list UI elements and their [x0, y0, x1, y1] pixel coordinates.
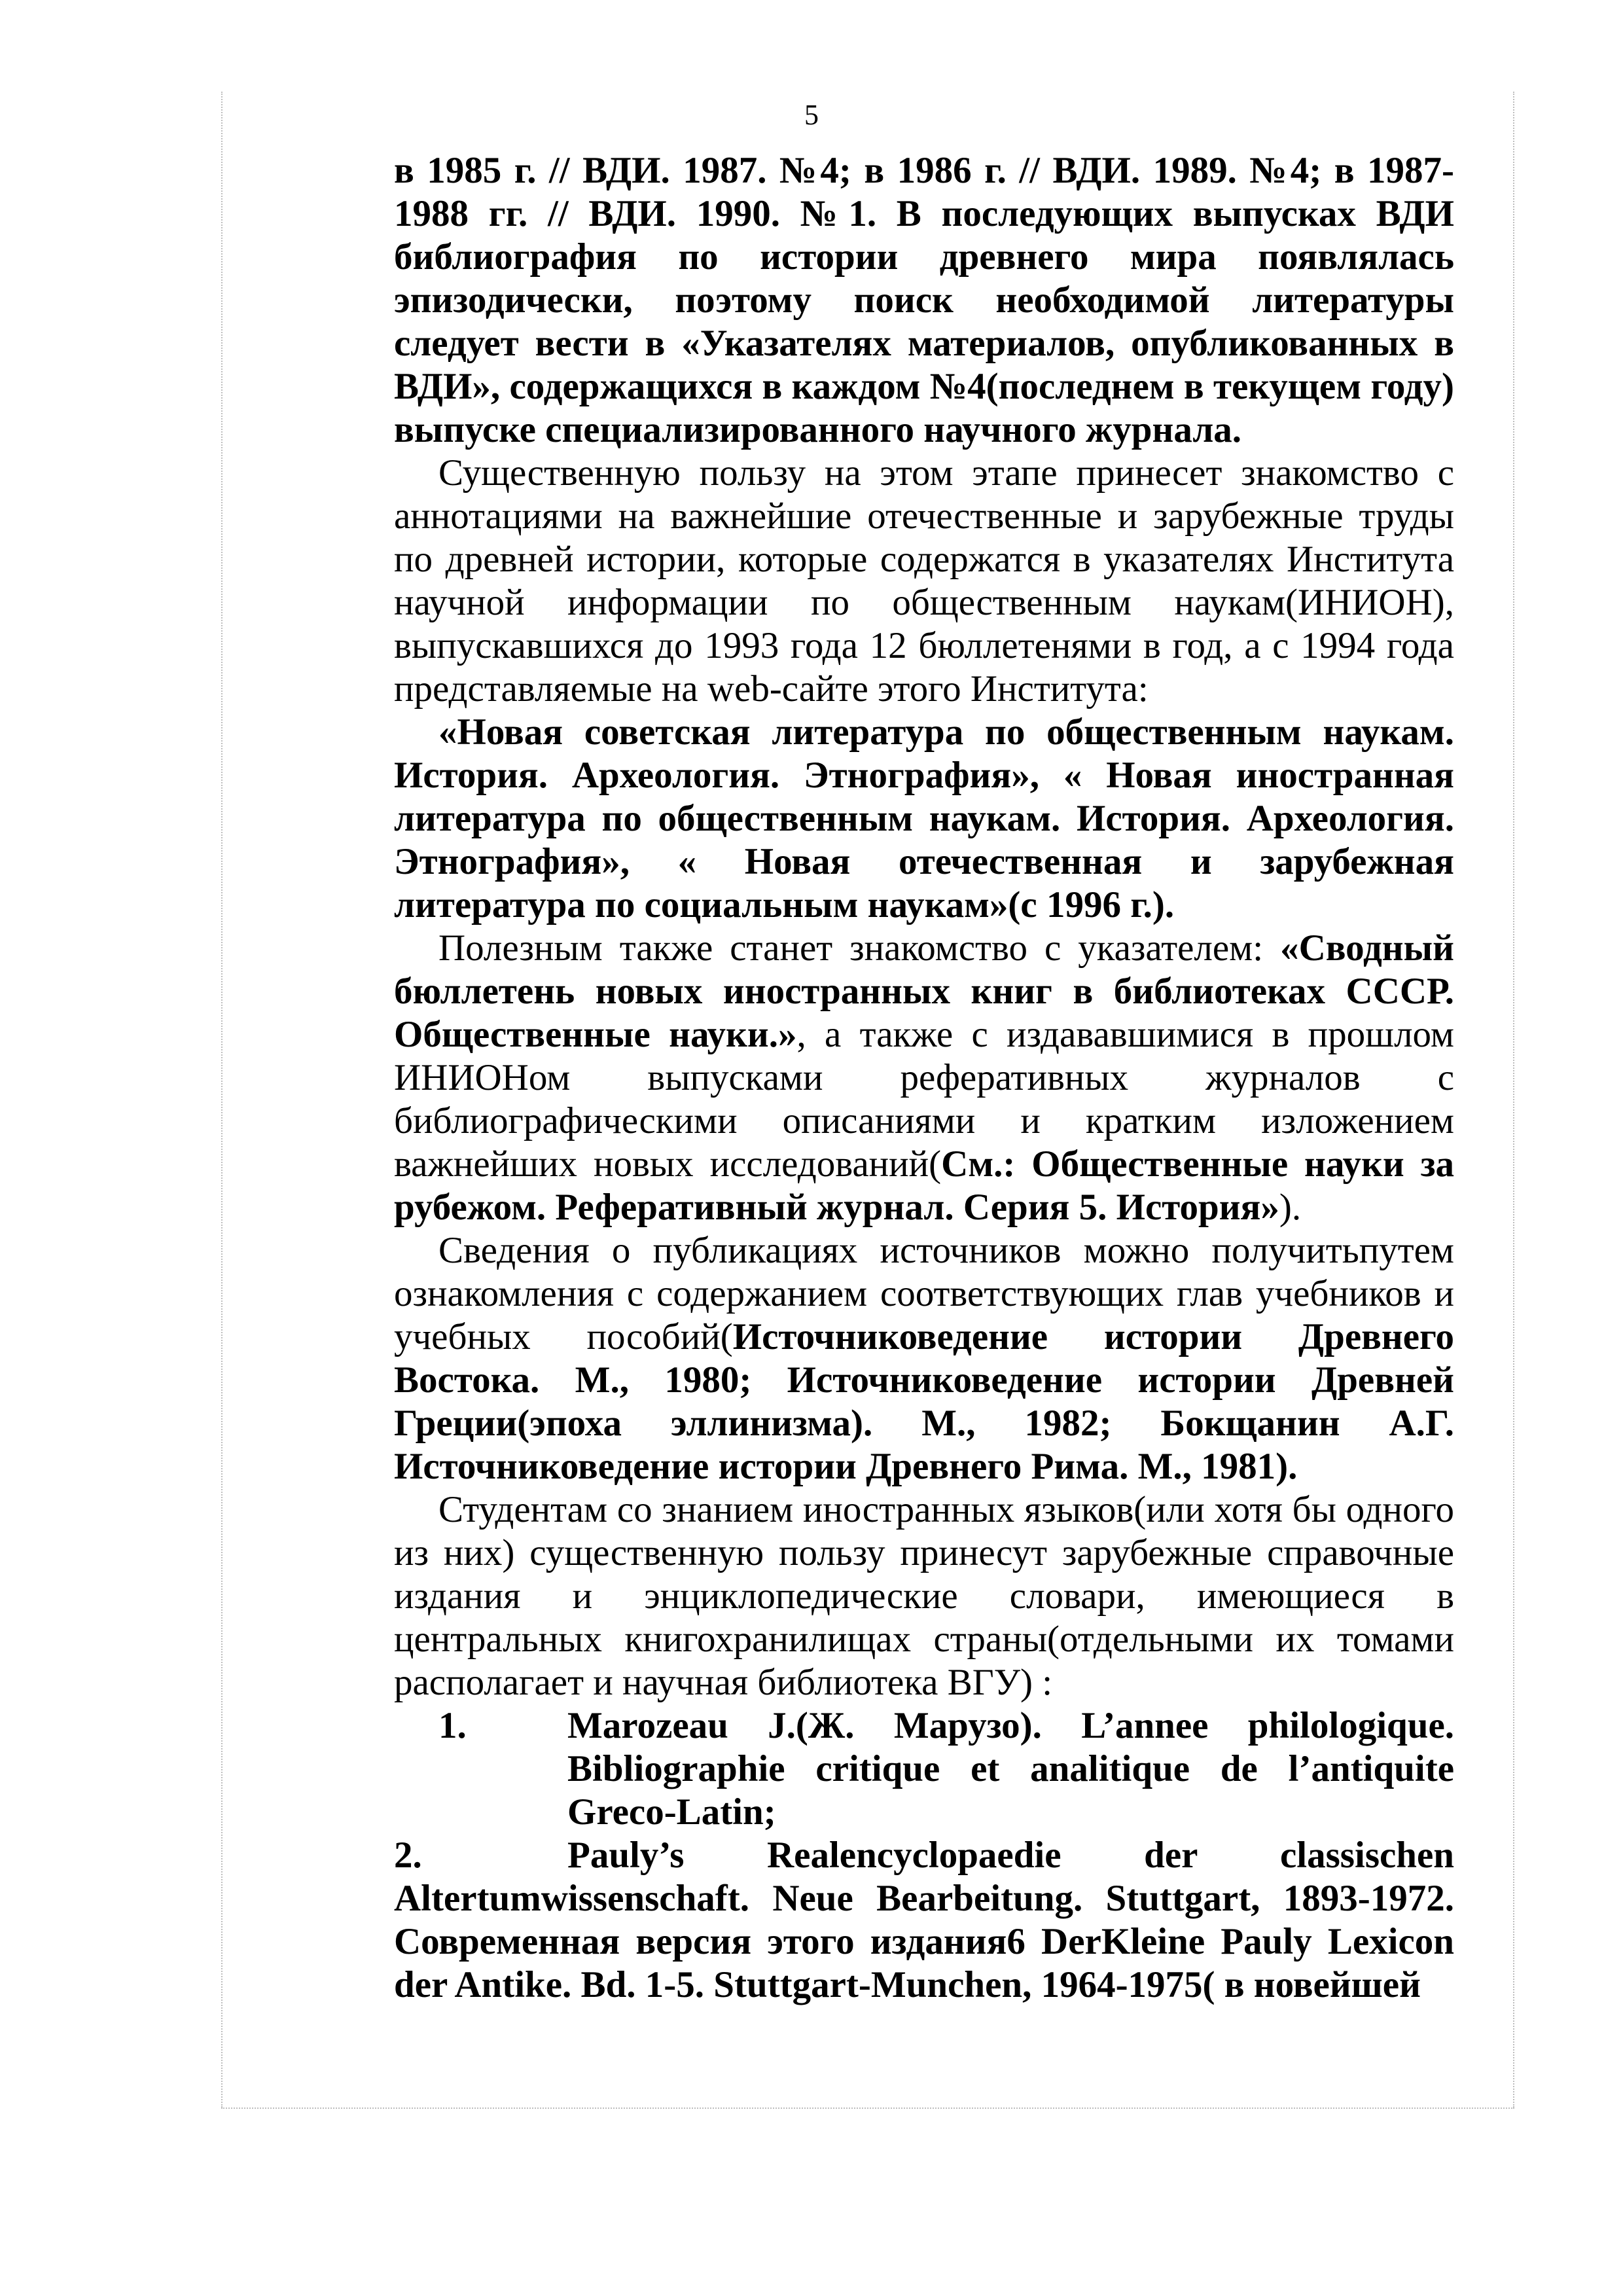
list-item-text: Pauly’s Realencyclopaedie der classischen Altertumwissenschaft. Neue Bearbeitung. Stuttgart, 1893-1972. Современная версия этого издания6 DerKleine Pauly Lexicon der Antike. Bd. 1-5. Stuttgart-Munchen, 1964-1975( в новейшей — [394, 1835, 1454, 2005]
list-item — [394, 1834, 1454, 2007]
page-number: 5 — [804, 99, 819, 131]
list-item-number: 1. — [438, 1705, 467, 1746]
paragraph-inion-titles: «Новая советская литература по общественным наукам. История. Археология. Этнография», « Новая иностранная литература по общественным наукам. История. Археология. Этнография», « Новая отечественная и зарубежная литература по социальным наукам»(с 1996 г.). — [394, 711, 1454, 925]
list-item-text: Marozeau J.(Ж. Марузо). L’annee philologique. Bibliographie critique et analitique de l’antiquite Greco-Latin; — [567, 1705, 1454, 1833]
page-content — [394, 149, 1454, 2007]
text-segment: ). — [1279, 1187, 1302, 1228]
text-segment: Полезным также станет знакомство с указателем: — [438, 927, 1281, 969]
paragraph-inion-annotations: Существенную пользу на этом этапе принесет знакомство с аннотациями на важнейшие отечественные и зарубежные труды по древней истории, которые содержатся в указателях Института научной информации по общественным наукам(ИНИОН), выпускавшихся до 1993 года 12 бюллетенями в год, а с 1994 года представляемые на web-сайте этого Института: — [394, 452, 1454, 709]
bold-textbook-list: Источниковедение истории Древнего Востока. М., 1980; Источниковедение истории Древней Греции(эпоха эллинизма). М., 1982; Бокщанин А.Г. Источниковедение истории Древнего Рима. М., 1981). — [394, 1316, 1455, 1487]
bold-title-referativny: См.: Общественные науки за рубежом. Реферативный журнал. Серия 5. История» — [394, 1143, 1454, 1228]
paragraph-sources-publications — [394, 1229, 1454, 1488]
paragraph-svodny-bulletin — [394, 927, 1454, 1229]
bold-title-svodny: «Сводный бюллетень новых иностранных книг в библиотеках СССР. Общественные науки.» — [394, 927, 1454, 1055]
page-border-right — [1513, 92, 1514, 2108]
page-border-bottom — [221, 2108, 1514, 2109]
list-item-number: 2. — [394, 1835, 422, 1876]
paragraph-vdi-bibliography: в 1985 г. // ВДИ. 1987. №4; в 1986 г. // ВДИ. 1989. №4; в 1987-1988 гг. // ВДИ. 1990. №1. В последующих выпусках ВДИ библиография по истории древнего мира появлялась эпизодически, поэтому поиск необходимой литературы следует вести в «Указателях материалов, опубликованных в ВДИ», содержащихся в каждом №4(последнем в текущем году) выпуске специализированного научного журнала. — [394, 150, 1454, 450]
text-segment: Сведения о публикациях источников можно получитьпутем ознакомления с содержанием соответствующих глав учебников и учебных пособий( — [394, 1230, 1454, 1357]
page-border-left — [221, 92, 223, 2108]
paragraph-foreign-references: Студентам со знанием иностранных языков(или хотя бы одного из них) существенную пользу принесут зарубежные справочные издания и энциклопедические словари, имеющиеся в центральных книгохранилищах страны(отдельными их томами располагает и научная библиотека ВГУ) : — [394, 1489, 1454, 1703]
list-item — [394, 1704, 1454, 1834]
text-segment: , а также с издававшимися в прошлом ИНИОНом выпусками реферативных журналов с библиографическими описаниями и кратким изложением важнейших новых исследований( — [394, 1014, 1454, 1185]
